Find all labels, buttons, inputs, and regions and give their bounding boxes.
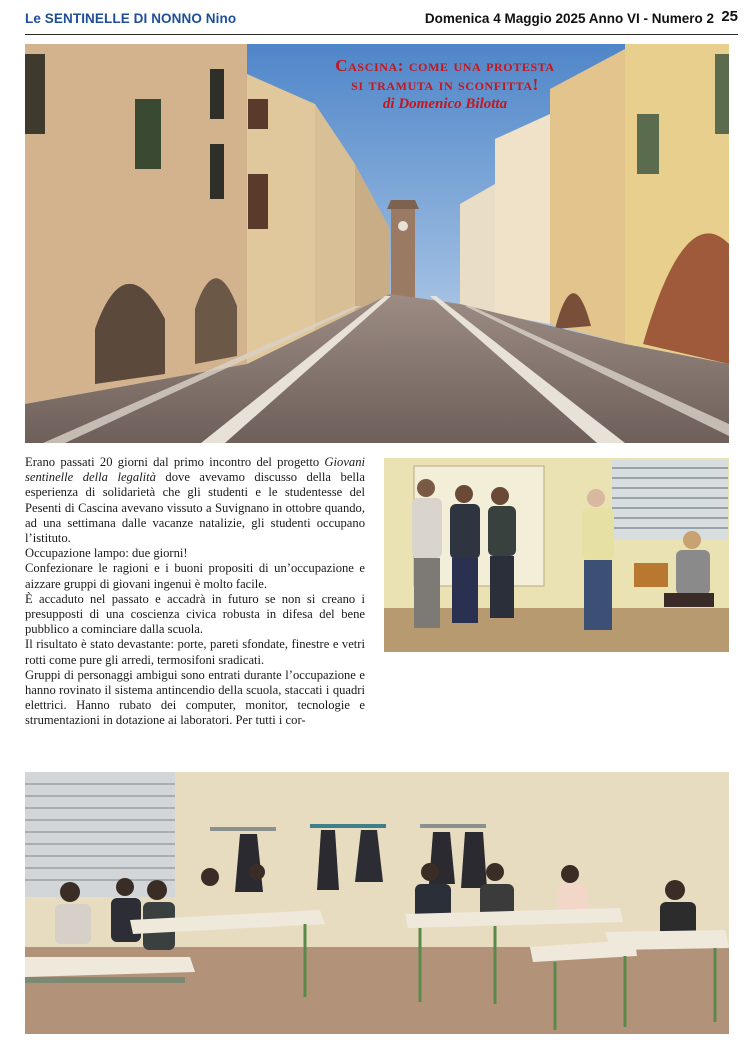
article-body xyxy=(25,455,365,729)
classroom-photo xyxy=(25,772,729,1034)
paragraph-5: Il risultato è stato devastante: porte, pareti sfondate, finestre e vetri rotti come pure gli arredi, termosifoni sradicati. xyxy=(25,637,365,667)
byline: di Domenico Bilotta xyxy=(382,96,508,112)
paragraph-4: È accaduto nel passato e accadrà in futuro se non si creano i presupposti di una coscienza civica robusta in difesa del bene pubblico a cominciare dalla scuola. xyxy=(25,591,365,637)
paragraph-3: Confezionare le ragioni e i buoni propositi di un’occupazione e aizzare gruppi di giovani ingenui è molto facile. xyxy=(25,561,365,591)
headline-line-2: si tramuta in sconfitta! xyxy=(351,75,539,94)
page-header xyxy=(25,8,738,35)
masthead: Le SENTINELLE DI NONNO Nino xyxy=(25,11,237,26)
article-headline xyxy=(295,56,595,114)
headline-line-1: Cascina: come una protesta xyxy=(335,56,555,75)
paragraph-6: Gruppi di personaggi ambigui sono entrati durante l’occupazione e hanno rovinato il sistema antincendio della scuola, staccati i quadri elettrici. Hanno rubato dei computer, monitor, tecnologie e strumentazioni in dotazione ai laboratori. Per tutti i cor- xyxy=(25,667,365,728)
paragraph-2: Occupazione lampo: due giorni! xyxy=(25,546,188,561)
dateline: Domenica 4 Maggio 2025 Anno VI - Numero 2 xyxy=(424,11,714,26)
paragraph-1: Erano passati 20 giorni dal primo incontro del progetto Giovani sentinelle della legalità dove avevamo discusso della bella esperienza di solidarietà che gli studenti e le studentesse del Pesenti di Cascina avevano vissuto a Suvignano in ottobre quando, ad una settimana dalle vacanze natalizie, gli studenti occupano l’istituto. xyxy=(25,455,365,546)
project-name: Giovani sentinelle della legalità xyxy=(25,455,365,485)
hero-photo xyxy=(25,44,729,443)
page-number: 25 xyxy=(721,8,738,25)
meeting-photo xyxy=(384,458,729,652)
